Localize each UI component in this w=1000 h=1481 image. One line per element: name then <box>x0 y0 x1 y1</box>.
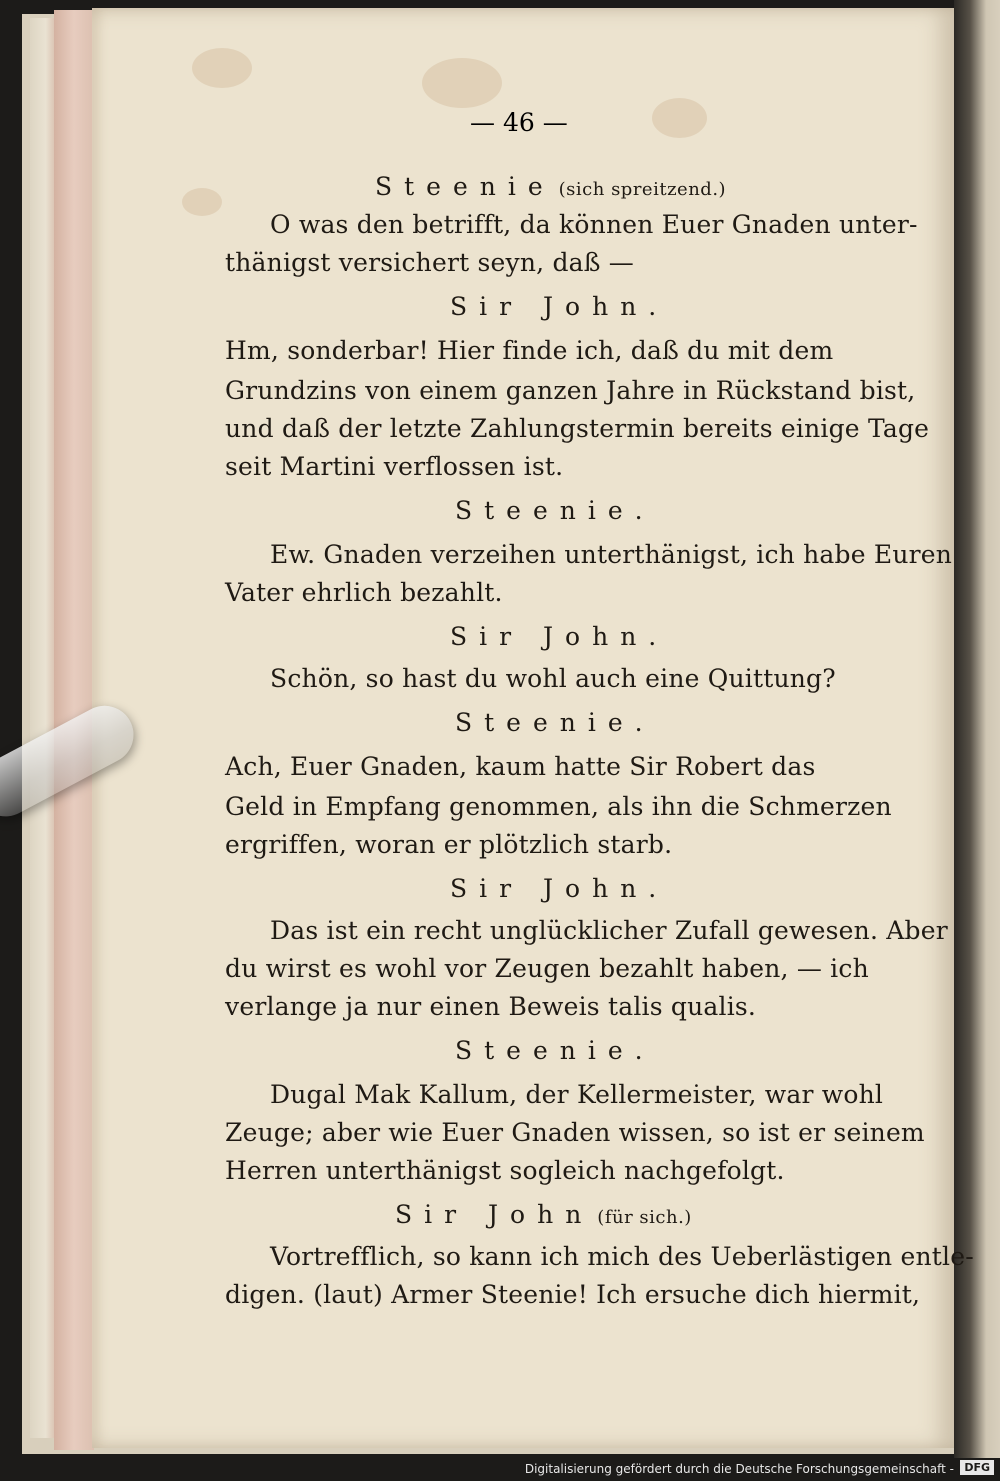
text-line: thänigst versichert seyn, daß — <box>225 248 635 277</box>
page-number: — 46 — <box>470 108 568 137</box>
text-line: ergriffen, woran er plötzlich starb. <box>225 830 673 859</box>
text-line: Grundzins von einem ganzen Jahre in Rückstand bist, <box>225 376 916 405</box>
text-line: Das ist ein recht unglücklicher Zufall gewesen. Aber <box>270 916 948 945</box>
text-line: Vortrefflich, so kann ich mich des Ueberlästigen entle- <box>270 1242 974 1271</box>
text-line: O was den betrifft, da können Euer Gnaden unter- <box>270 210 918 239</box>
text-line: seit Martini verflossen ist. <box>225 452 564 481</box>
stage-direction: (für sich.) <box>597 1207 692 1228</box>
speaker-name: Sir John. <box>450 292 669 321</box>
footer-credit: Digitalisierung gefördert durch die Deutsche Forschungsgemeinschaft - <box>524 1462 954 1476</box>
speaker-name: Sir John <box>395 1200 594 1229</box>
text-line: Schön, so hast du wohl auch eine Quittung? <box>270 664 836 693</box>
speaker-line <box>450 292 668 321</box>
speaker-line <box>455 708 655 737</box>
text-line: digen. (laut) Armer Steenie! Ich ersuche dich hiermit, <box>225 1280 921 1309</box>
text-line: Zeuge; aber wie Euer Gnaden wissen, so ist er seinem <box>225 1118 925 1147</box>
speaker-name: Sir John. <box>450 874 669 903</box>
stain <box>192 48 252 88</box>
speaker-name: Steenie <box>375 172 555 201</box>
speaker-name: Sir John. <box>450 622 669 651</box>
text-line: Vater ehrlich bezahlt. <box>225 578 503 607</box>
stain <box>652 98 707 138</box>
speaker-name: Steenie. <box>455 1036 655 1065</box>
text-line: Ach, Euer Gnaden, kaum hatte Sir Robert das <box>225 752 816 781</box>
speaker-line <box>450 874 668 903</box>
speaker-line <box>450 622 668 651</box>
text-line: Geld in Empfang genommen, als ihn die Schmerzen <box>225 792 892 821</box>
speaker-line <box>455 496 655 525</box>
stage-direction: (sich spreitzend.) <box>558 179 727 200</box>
stain <box>422 58 502 108</box>
left-page-edge <box>30 18 56 1438</box>
text-line: und daß der letzte Zahlungstermin bereits einige Tage <box>225 414 930 443</box>
speaker-name: Steenie. <box>455 708 655 737</box>
text-line: verlange ja nur einen Beweis talis qualis. <box>225 992 757 1021</box>
stain <box>182 188 222 216</box>
text-line: Hm, sonderbar! Hier finde ich, daß du mit dem <box>225 336 834 365</box>
speaker-line <box>455 1036 655 1065</box>
speaker-line <box>395 1200 692 1229</box>
text-line: Herren unterthänigst sogleich nachgefolgt. <box>225 1156 785 1185</box>
dfg-logo: DFG <box>960 1460 994 1475</box>
text-line: Ew. Gnaden verzeihen unterthänigst, ich habe Euren <box>270 540 953 569</box>
speaker-line <box>375 172 726 201</box>
text-line: Dugal Mak Kallum, der Kellermeister, war wohl <box>270 1080 884 1109</box>
text-line: du wirst es wohl vor Zeugen bezahlt haben, — ich <box>225 954 869 983</box>
speaker-name: Steenie. <box>455 496 655 525</box>
